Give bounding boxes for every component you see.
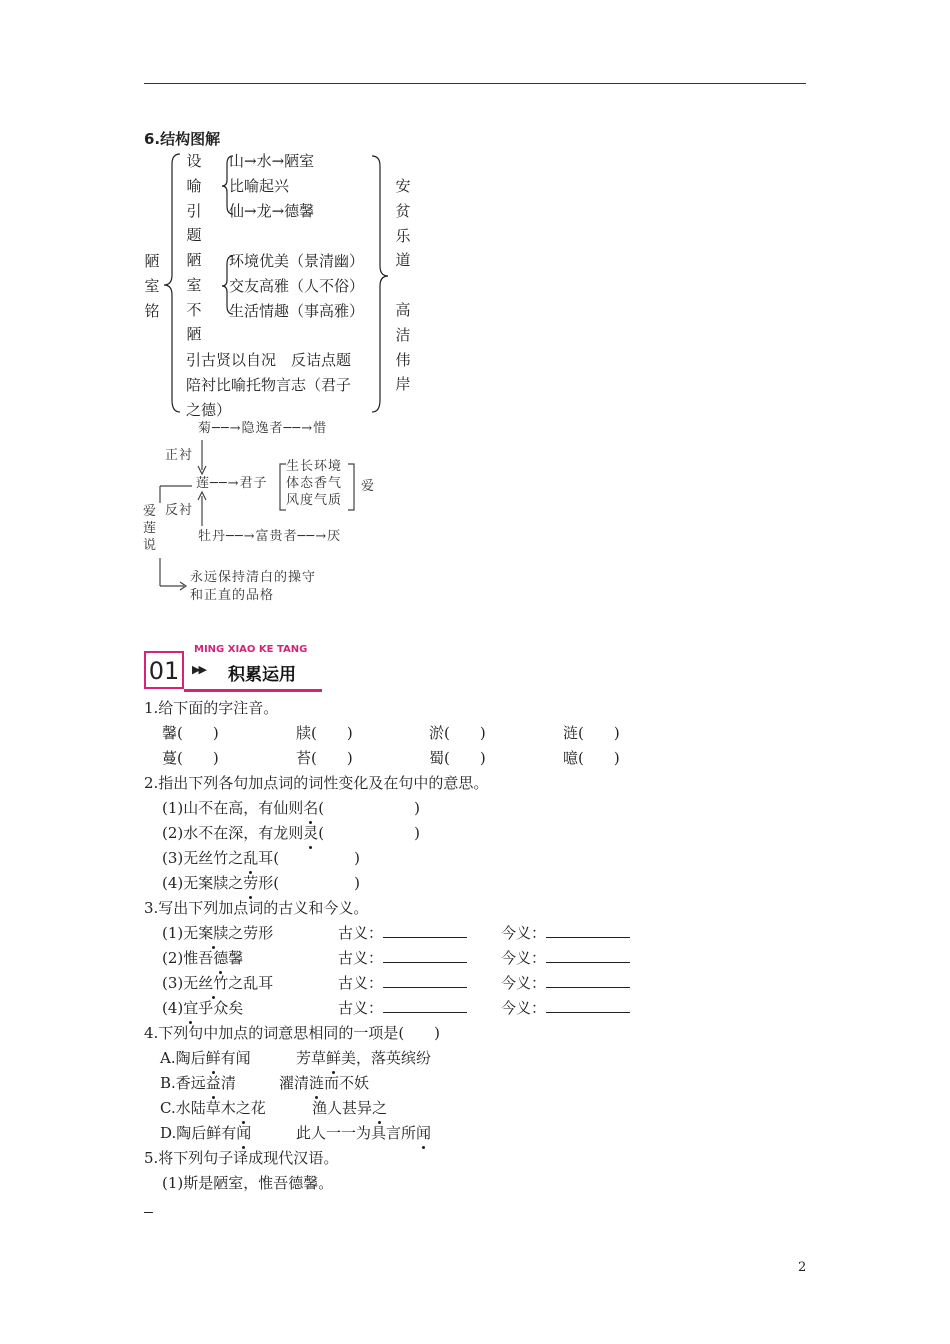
body-label: 陋室不陋 (186, 251, 202, 344)
q1-cell: 淤( ) (429, 724, 486, 742)
jin-label: 今义： (501, 974, 547, 992)
intro-item: 比喻起兴 (229, 177, 290, 195)
q2-text: 耳( ) (258, 849, 360, 867)
dotted-word: 德 (213, 949, 229, 967)
q4-option-c[interactable] (160, 1097, 266, 1119)
option-text: 美，落英缤纷 (341, 1049, 432, 1067)
q2-item (162, 822, 420, 844)
jin-label: 今义： (501, 924, 547, 942)
q3-answer-row (338, 922, 630, 944)
answer-dash (144, 1212, 153, 1213)
answer-blank[interactable] (383, 948, 467, 963)
body-item: 交友高雅（人不俗） (229, 277, 365, 295)
answer-blank[interactable] (546, 998, 630, 1013)
intro-item: 山→水→陋室 (229, 152, 315, 170)
option-text: 渔人甚异 (312, 1099, 373, 1117)
fanchen-label: 反衬 (165, 503, 194, 518)
q3-answer-row (338, 997, 630, 1019)
answer-blank[interactable] (546, 948, 630, 963)
section-badge (144, 645, 322, 690)
zhengchen-label: 正衬 (165, 448, 194, 463)
option-text: D.陶后鲜有 (160, 1124, 237, 1142)
q3-text: 之劳形 (228, 924, 274, 942)
q1-cell: 噫( ) (563, 749, 620, 767)
option-text: 芳草 (296, 1049, 327, 1067)
answer-blank[interactable] (546, 923, 630, 938)
dotted-word: 劳 (243, 874, 259, 892)
q2-text: (4)无案牍之 (162, 874, 244, 892)
q3-text: (3)无 (162, 974, 199, 992)
dotted-word: 益 (205, 1074, 221, 1092)
q2-text: (1)山不在高，有仙则 (162, 799, 304, 817)
intro-label: 设喻引题 (186, 152, 202, 245)
q1-cell: 蔓( ) (162, 749, 219, 767)
q4-option-c-b (312, 1097, 387, 1119)
option-text: 清 (220, 1074, 236, 1092)
q4-option-d[interactable] (160, 1122, 251, 1144)
q3-text: 乎众矣 (198, 999, 244, 1017)
q2-text: ( ) (318, 824, 420, 842)
q1-stem: 1.给下面的字注音。 (144, 699, 279, 717)
badge-number: 01 (144, 651, 184, 689)
dotted-word: 鲜 (205, 1049, 221, 1067)
q4-option-a-b (296, 1047, 431, 1069)
answer-blank[interactable] (383, 998, 467, 1013)
trait-item: 生长环境 (286, 459, 343, 474)
answer-blank[interactable] (383, 973, 467, 988)
body-item: 生活情趣（事高雅） (229, 302, 365, 320)
dotted-word: 闻 (416, 1124, 432, 1142)
ending-line: 引古贤以自况 反诘点题 (186, 351, 352, 369)
dotted-word: 丝竹 (198, 974, 229, 992)
theme-bottom: 高洁伟岸 (395, 301, 411, 394)
dotted-word: 涟 (309, 1074, 325, 1092)
dotted-word: 案牍 (198, 924, 229, 942)
lian-row: 莲──→君子 (196, 476, 268, 491)
diagram-root: 陋室铭 (144, 252, 160, 320)
q3-item (162, 922, 273, 944)
option-text: A.陶后 (160, 1049, 206, 1067)
badge-subtitle: MING XIAO KE TANG (194, 644, 308, 655)
q3-item (162, 947, 243, 969)
section-heading: 6.结构图解 (144, 130, 221, 148)
dotted-word: 宜 (183, 999, 199, 1017)
ending-line: 之德） (186, 401, 232, 419)
q3-text: 馨 (228, 949, 244, 967)
q2-item (162, 872, 360, 894)
badge-title: 积累运用 (228, 665, 296, 685)
q4-option-b-b (279, 1072, 369, 1094)
ailian-root: 爱莲说 (143, 504, 158, 553)
q2-item (162, 797, 420, 819)
q2-stem: 2.指出下列各句加点词的词性变化及在句中的意思。 (144, 774, 489, 792)
love-label: 爱 (361, 479, 376, 494)
intro-item: 仙→龙→德馨 (229, 202, 315, 220)
option-text: 而不妖 (324, 1074, 370, 1092)
double-arrow-icon: ▶▶ (192, 663, 205, 676)
q2-item (162, 847, 360, 869)
q2-text: (2)水不在深，有龙则 (162, 824, 304, 842)
q3-stem: 3.写出下列加点词的古义和今义。 (144, 899, 369, 917)
q2-text: 形( ) (258, 874, 360, 892)
option-text: 花 (250, 1099, 266, 1117)
dotted-word: 名 (303, 799, 319, 817)
option-text: 有闻 (220, 1049, 251, 1067)
trait-item: 体态香气 (286, 476, 343, 491)
q3-text: (1)无 (162, 924, 199, 942)
q3-text: (2)惟吾 (162, 949, 214, 967)
q3-item (162, 997, 243, 1019)
page-number: 2 (798, 1260, 807, 1275)
gu-label: 古义： (338, 924, 384, 942)
q3-answer-row (338, 947, 630, 969)
q3-item (162, 972, 273, 994)
dotted-word: 之 (372, 1099, 388, 1117)
q3-text: (4) (162, 999, 184, 1017)
ending-line: 陪衬比喻托物言志（君子 (186, 376, 352, 394)
theme-top: 安贫乐道 (395, 177, 411, 270)
q1-cell: 蜀( ) (429, 749, 486, 767)
q1-cell: 馨( ) (162, 724, 219, 742)
q5-item: (1)斯是陋室，惟吾德馨。 (162, 1174, 334, 1192)
option-text: 濯清 (279, 1074, 310, 1092)
option-text: C.水陆草木 (160, 1099, 236, 1117)
dotted-word: 乱 (243, 849, 259, 867)
q4-option-b[interactable] (160, 1072, 236, 1094)
gu-label: 古义： (338, 949, 384, 967)
q1-cell: 涟( ) (563, 724, 620, 742)
mudan-row: 牡丹──→富贵者──→厌 (198, 529, 342, 544)
dotted-word: 之 (235, 1099, 251, 1117)
q1-cell: 苔( ) (296, 749, 353, 767)
option-text: 此人一一为具言所 (296, 1124, 417, 1142)
gu-label: 古义： (338, 974, 384, 992)
jin-label: 今义： (501, 949, 547, 967)
q3-answer-row (338, 972, 630, 994)
q4-option-a[interactable] (160, 1047, 251, 1069)
dotted-word: 闻 (236, 1124, 252, 1142)
answer-blank[interactable] (383, 923, 467, 938)
dotted-word: 鲜 (326, 1049, 342, 1067)
answer-blank[interactable] (546, 973, 630, 988)
gu-label: 古义： (338, 999, 384, 1017)
q2-text: ( ) (318, 799, 420, 817)
q1-cell: 牍( ) (296, 724, 353, 742)
q3-text: 之乱耳 (228, 974, 274, 992)
trait-item: 风度气质 (286, 493, 343, 508)
jin-label: 今义： (501, 999, 547, 1017)
conclusion-line: 和正直的品格 (190, 588, 275, 603)
conclusion-line: 永远保持清白的操守 (190, 570, 317, 585)
q4-option-d-b (296, 1122, 431, 1144)
dotted-word: 灵 (303, 824, 319, 842)
q2-text: (3)无丝竹之 (162, 849, 244, 867)
q5-stem: 5.将下列句子译成现代汉语。 (144, 1149, 339, 1167)
option-text: B.香远 (160, 1074, 206, 1092)
body-item: 环境优美（景清幽） (229, 252, 365, 270)
header-rule (144, 83, 806, 84)
q4-stem: 4.下列句中加点的词意思相同的一项是( ) (144, 1024, 441, 1042)
ju-row: 菊──→隐逸者──→惜 (198, 421, 328, 436)
